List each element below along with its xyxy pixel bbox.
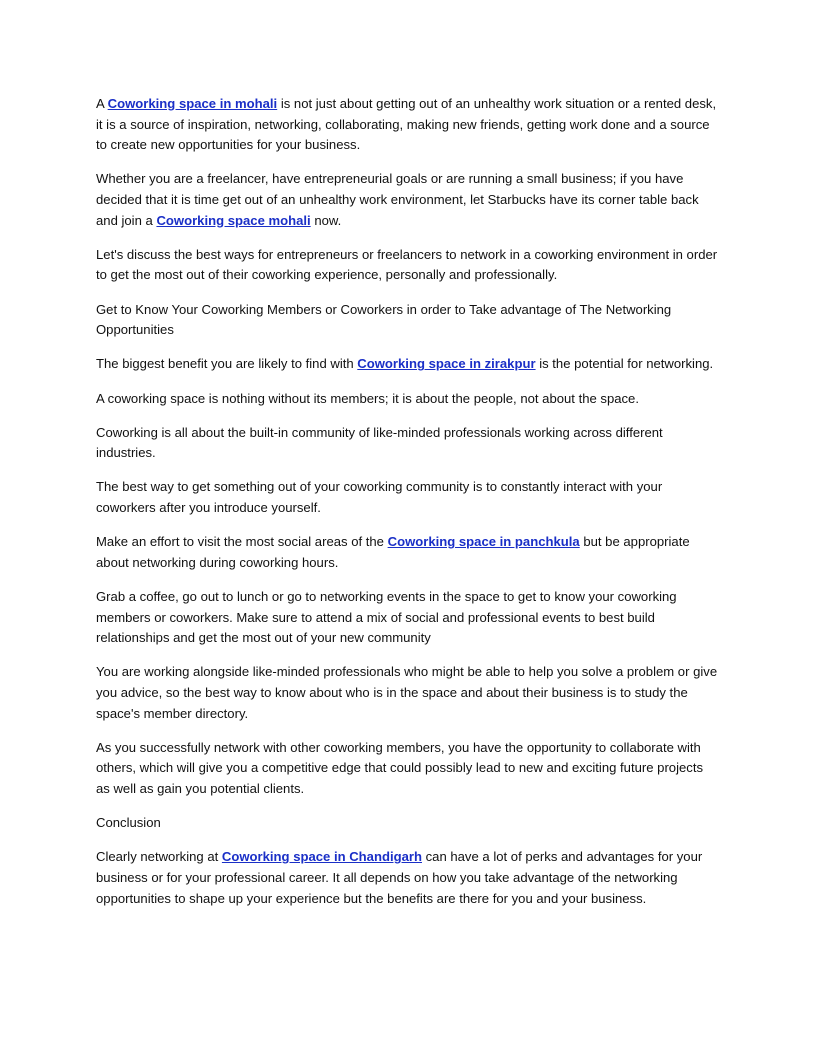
paragraph-text: is the potential for networking.: [535, 356, 714, 372]
paragraph-subheading-know-members: Get to Know Your Coworking Members or Coworkers in order to Take advantage of The Networking Opportunities: [96, 301, 672, 338]
paragraph-text: Whether you are a freelancer, have entrepreneurial goals or are running a small business; if you have decided that it is time get out of an unhealthy work environment, let Starbucks have its corner table back and join a: [96, 171, 699, 228]
paragraph-intro: [96, 94, 720, 156]
paragraph-text: now.: [310, 212, 342, 228]
paragraph-text: is not just about getting out of an unhealthy work situation or a rented desk, it is a source of inspiration, networking, collaborating, making new friends, getting work done and a source to create new opportunities for your business.: [96, 96, 717, 153]
paragraph-conclusion: [96, 847, 720, 909]
paragraph-text: but be appropriate about networking during coworking hours.: [96, 534, 690, 570]
paragraph-text: The biggest benefit you are likely to find with: [96, 356, 358, 372]
paragraph-text: Make an effort to visit the most social areas of the: [96, 534, 388, 550]
paragraph-text: can have a lot of perks and advantages for your business or for your professional career. It all depends on how you take advantage of the networking opportunities to shape up your experience but the benefits are there for you and your business.: [96, 849, 703, 906]
paragraph-community: Coworking is all about the built-in community of like-minded professionals working across different industries.: [96, 424, 663, 461]
paragraph-join: [96, 169, 720, 231]
paragraph-best-ways: Let's discuss the best ways for entrepreneurs or freelancers to network in a coworking environment in order to get the most out of their coworking experience, personally and professionally.: [96, 246, 718, 283]
paragraph-members: A coworking space is nothing without its members; it is about the people, not about the space.: [96, 390, 639, 406]
link-coworking-space-mohali[interactable]: Coworking space mohali: [156, 212, 311, 228]
paragraph-social-areas: [96, 532, 720, 573]
paragraph-conclusion-heading: Conclusion: [96, 815, 161, 831]
paragraph-biggest-benefit: [96, 354, 720, 375]
link-coworking-space-in-panchkula[interactable]: Coworking space in panchkula: [387, 534, 580, 550]
paragraph-collaborate: As you successfully network with other coworking members, you have the opportunity to collaborate with others, which will give you a competitive edge that could possibly lead to new and exciting future projects as well as gain you potential clients.: [96, 739, 704, 796]
link-coworking-space-in-mohali[interactable]: Coworking space in mohali: [107, 96, 278, 111]
paragraph-text: Clearly networking at: [96, 849, 222, 865]
document-body: [96, 94, 720, 923]
paragraph-interact: The best way to get something out of your coworking community is to constantly interact with your coworkers after you introduce yourself.: [96, 479, 663, 516]
link-coworking-space-in-chandigarh[interactable]: Coworking space in Chandigarh: [221, 849, 422, 865]
paragraph-grab-coffee: Grab a coffee, go out to lunch or go to networking events in the space to get to know your coworking members or coworkers. Make sure to attend a mix of social and professional events to best build relationships and get the most out of your new community: [96, 589, 677, 646]
link-coworking-space-in-zirakpur[interactable]: Coworking space in zirakpur: [357, 356, 536, 372]
paragraph-like-minded: You are working alongside like-minded professionals who might be able to help you solve a problem or give you advice, so the best way to know about who is in the space and about their business is to study the space's member directory.: [96, 664, 718, 721]
paragraph-text: A: [96, 96, 108, 111]
